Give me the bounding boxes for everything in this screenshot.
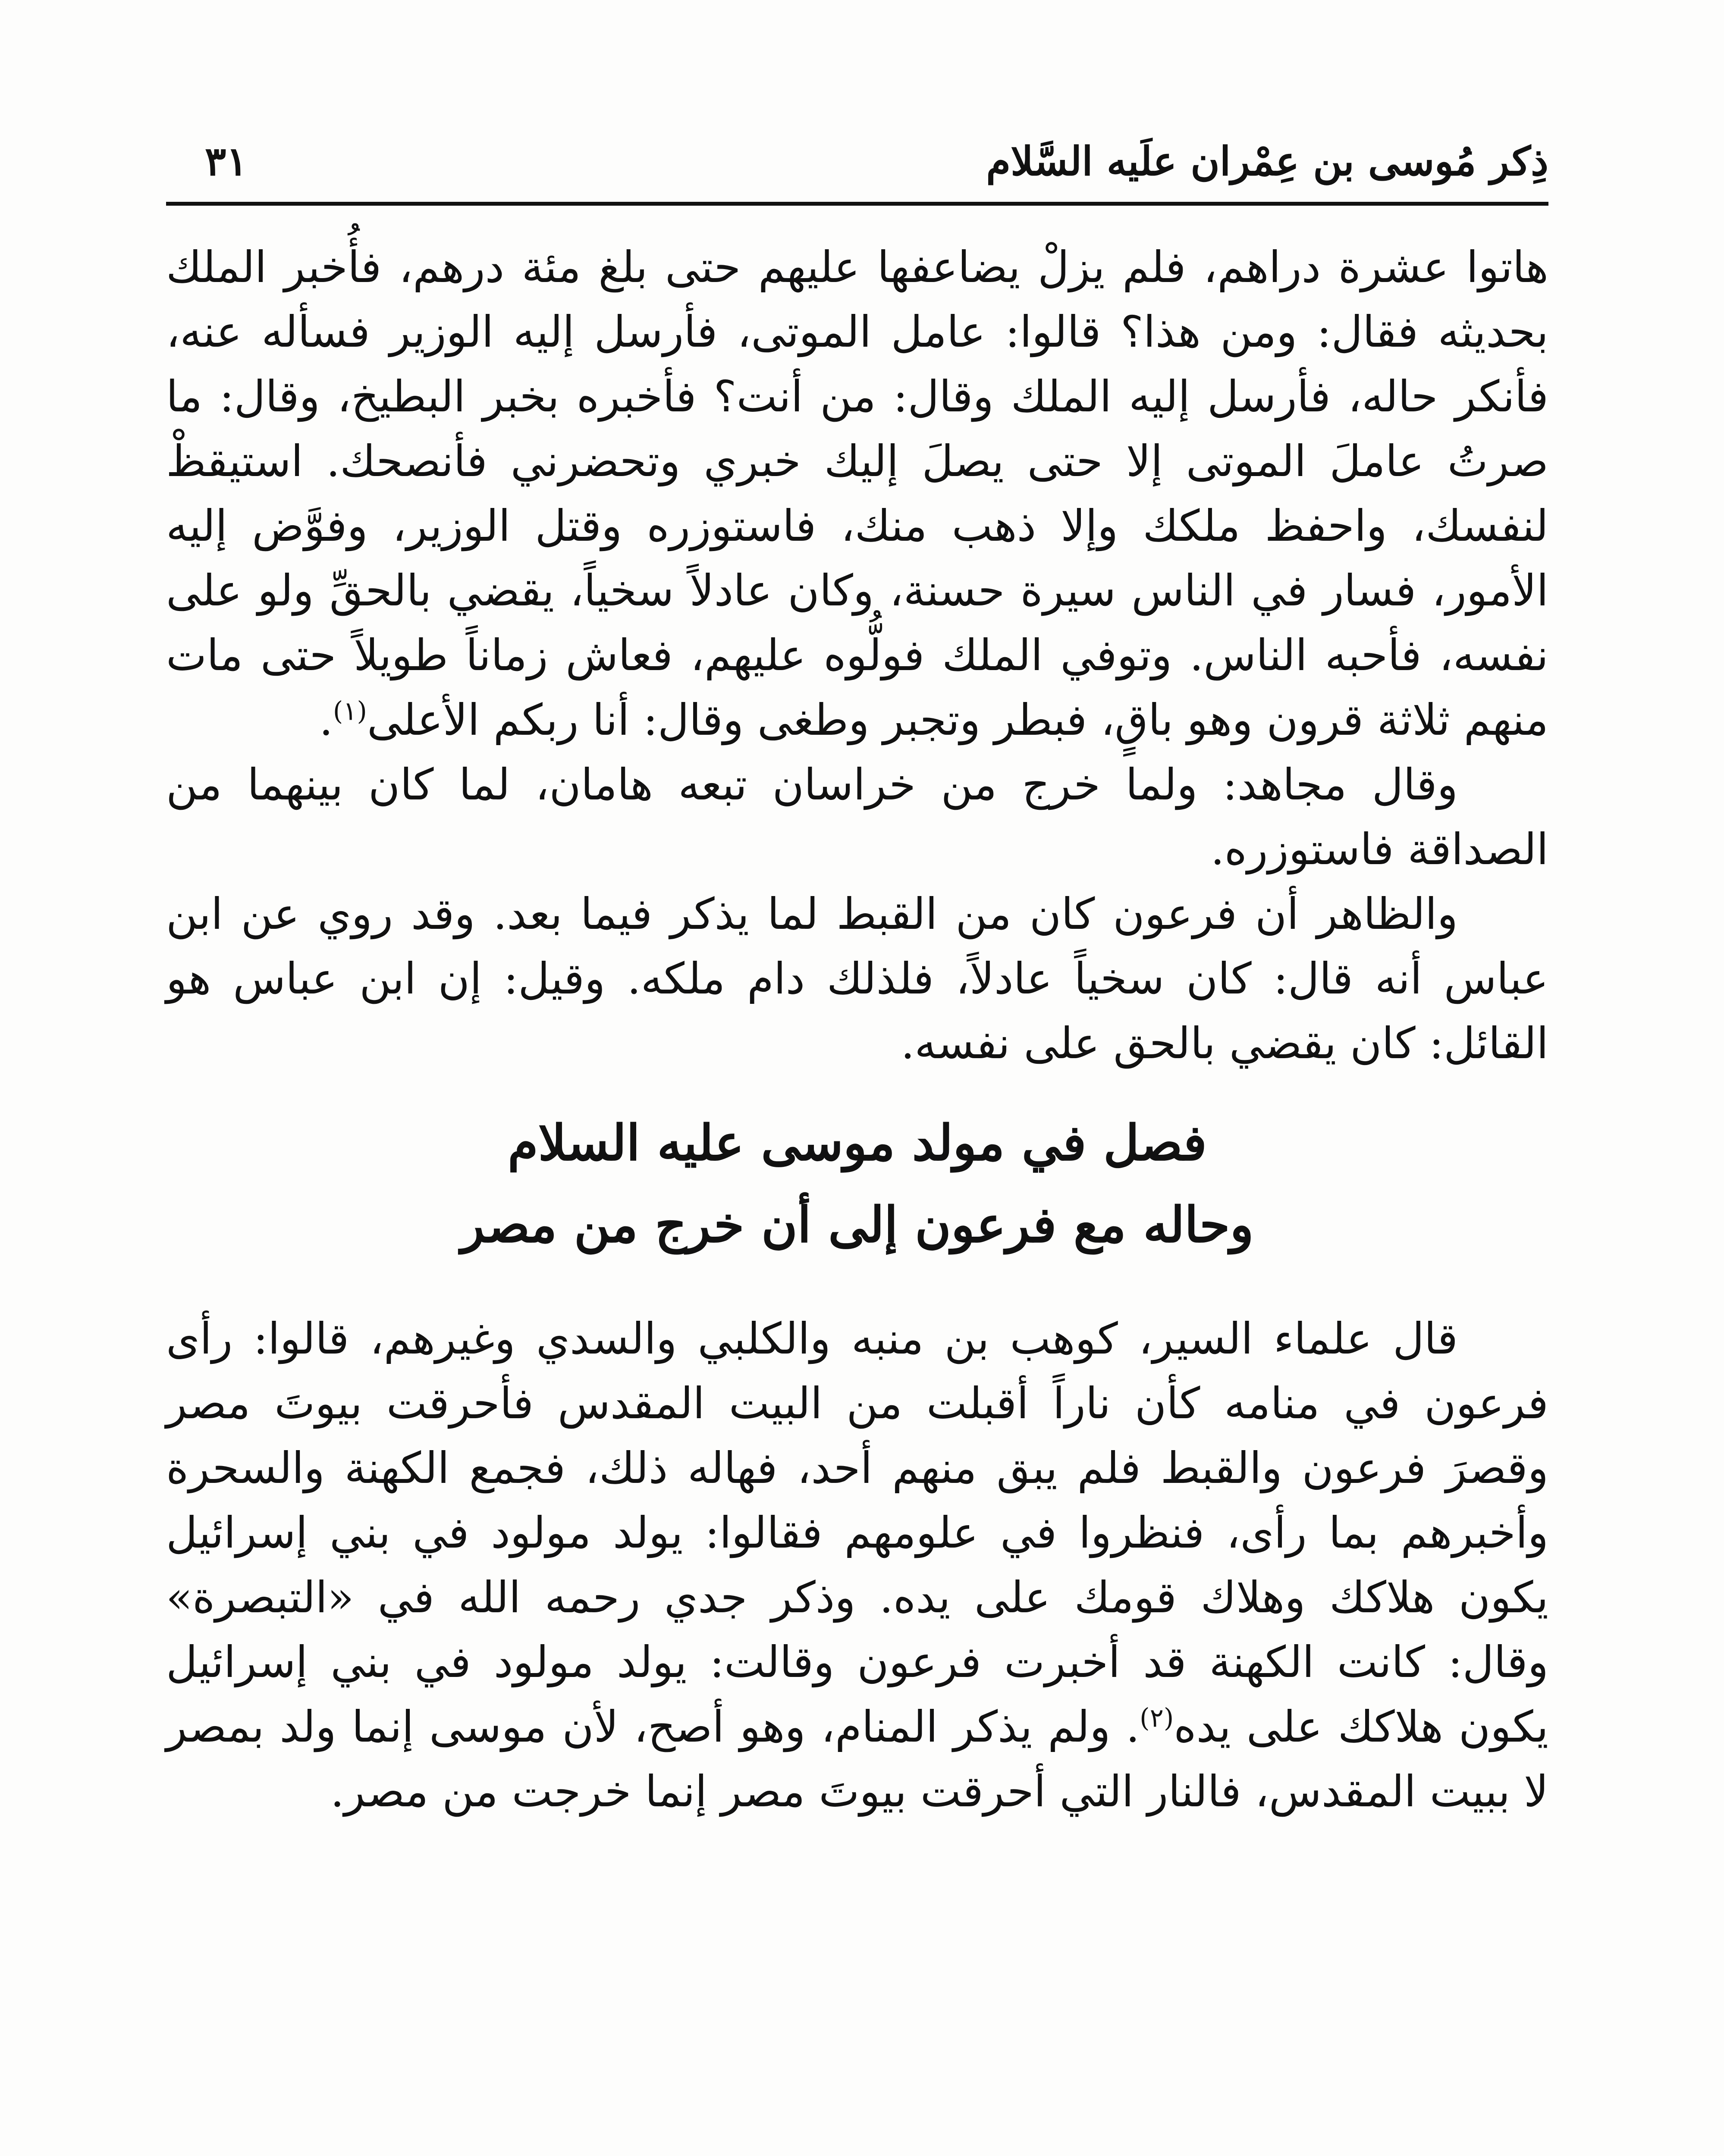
page-number: ٣١ <box>205 138 248 185</box>
header-rule <box>166 202 1548 206</box>
paragraph-1: هاتوا عشرة دراهم، فلم يزلْ يضاعفها عليهم حتى بلغ مئة درهم، فأُخبر الملك بحديثه فقال: ومن هذا؟ قالوا: عامل الموتى، فأرسل إليه الوزير فسأله عنه، فأنكر حاله، فأرسل إليه الملك وقال: من أنت؟ فأخبره بخبر البطيخ، وقال: ما صرتُ عاملَ الموتى إلا حتى يصلَ إليك خبري وتحضرني فأنصحك. استيقظْ لنفسك، واحفظ ملكك وإلا ذهب منك، فاستوزره وقتل الوزير، وفوَّض إليه الأمور، فسار في الناس سيرة حسنة، وكان عادلاً سخياً، يقضي بالحقِّ ولو على نفسه، فأحبه الناس. وتوفي الملك فولُّوه عليهم، فعاش زماناً طويلاً حتى مات منهم ثلاثة قرون وهو باقٍ، فبطر وتجبر وطغى وقال: أنا ربكم الأعلى$^{(١)}$. <box>166 242 1548 745</box>
paragraph-4-text-b: . ولم يذكر المنام، وهو أصح، لأن موسى إنما ولد بمصر لا ببيت المقدس، فالنار التي أحرقت بيوتَ مصر إنما خرجت من مصر. <box>166 1702 1548 1817</box>
page-header <box>166 129 1548 198</box>
paragraph-3: والظاهر أن فرعون كان من القبط لما يذكر فيما بعد. وقد روي عن ابن عباس أنه قال: كان سخياً عادلاً، فلذلك دام ملكه. وقيل: إن ابن عباس هو القائل: كان يقضي بالحق على نفسه. <box>166 889 1548 1069</box>
section-heading <box>166 1102 1548 1266</box>
main-text <box>166 235 1548 1824</box>
paragraph-2: وقال مجاهد: ولما خرج من خراسان تبعه هامان، لما كان بينهما من الصداقة فاستوزره. <box>166 759 1548 874</box>
section-heading-line-2: وحاله مع فرعون إلى أن خرج من مصر <box>461 1196 1254 1253</box>
paragraph-1-text: هاتوا عشرة دراهم، فلم يزلْ يضاعفها عليهم حتى بلغ مئة درهم، فأُخبر الملك بحديثه فقال: ومن هذا؟ قالوا: عامل الموتى، فأرسل إليه الوزير فسأله عنه، فأنكر حاله، فأرسل إليه الملك وقال: من أنت؟ فأخبره بخبر البطيخ، وقال: ما صرتُ عاملَ الموتى إلا حتى يصلَ إليك خبري وتحضرني فأنصحك. استيقظْ لنفسك، واحفظ ملكك وإلا ذهب منك، فاستوزره وقتل الوزير، وفوَّض إليه الأمور، فسار في الناس سيرة حسنة، وكان عادلاً سخياً، يقضي بالحقِّ ولو على نفسه، فأحبه الناس. وتوفي الملك فولُّوه عليهم، فعاش زماناً طويلاً حتى مات منهم ثلاثة قرون وهو باقٍ، فبطر وتجبر وطغى وقال: أنا ربكم الأعلى <box>166 242 1548 745</box>
footnote-ref-1: (١) <box>333 696 367 727</box>
section-heading-line-1: فصل في مولد موسى عليه السلام <box>508 1114 1207 1172</box>
running-title: ذِكر مُوسى بن عِمْران علَيه السَّلام <box>986 138 1548 185</box>
footnote-ref-2: (٢) <box>1140 1703 1174 1733</box>
paragraph-4-text-a: قال علماء السير، كوهب بن منبه والكلبي والسدي وغيرهم، قالوا: رأى فرعون في منامه كأن ناراً أقبلت من البيت المقدس فأحرقت بيوتَ مصر وقصرَ فرعون والقبط فلم يبق منهم أحد، فهاله ذلك، فجمع الكهنة والسحرة وأخبرهم بما رأى، فنظروا في علومهم فقالوا: يولد مولود في بني إسرائيل يكون هلاكك وهلاك قومك على يده. وذكر جدي رحمه الله في «التبصرة» وقال: كانت الكهنة قد أخبرت فرعون وقالت: يولد مولود في بني إسرائيل يكون هلاكك على يده <box>166 1313 1549 1752</box>
paragraph-4 <box>166 1307 1548 1824</box>
